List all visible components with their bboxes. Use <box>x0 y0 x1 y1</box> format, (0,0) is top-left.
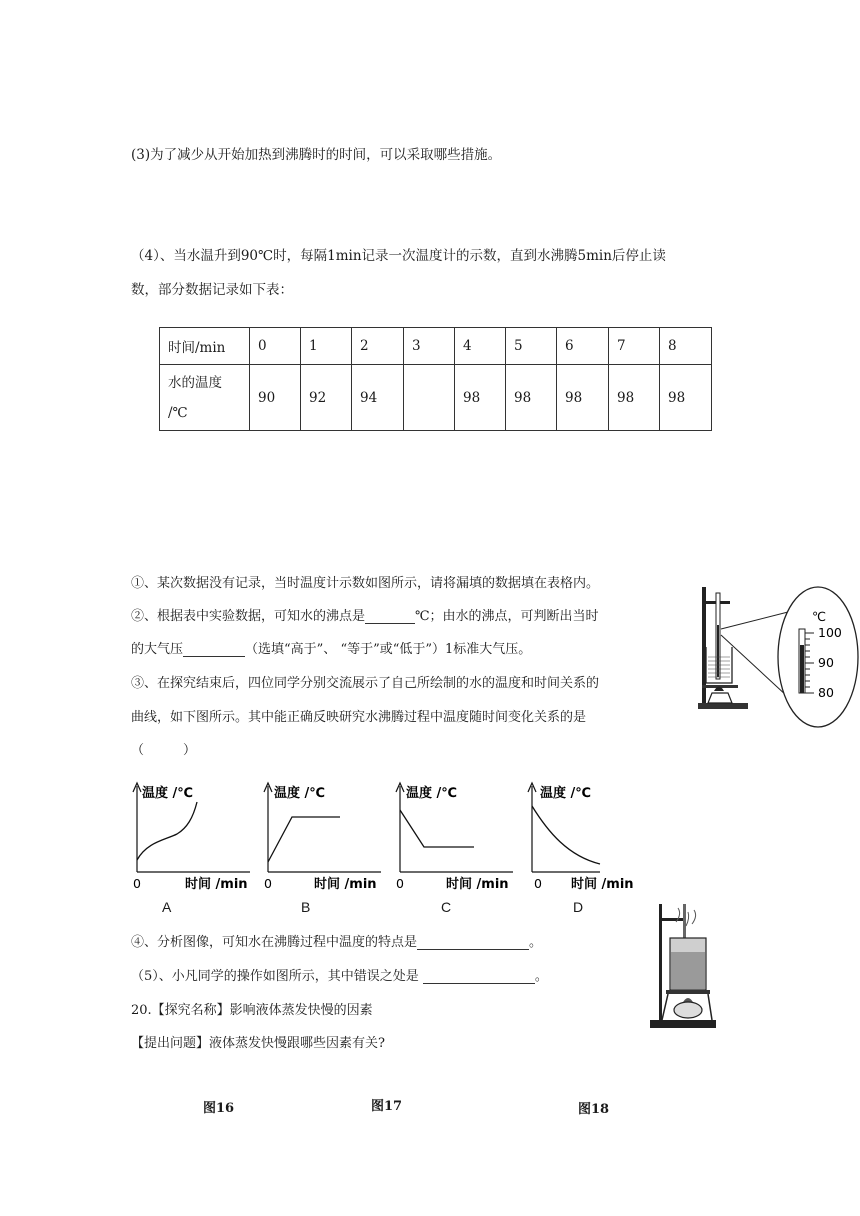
graph-x-label: 时间 /min <box>571 877 634 892</box>
table-cell: 0 <box>250 328 301 365</box>
table-cell: 4 <box>455 328 506 365</box>
item-2-text: ②、根据表中实验数据，可知水的沸点是 <box>131 609 366 624</box>
table-cell: 7 <box>609 328 660 365</box>
tripod-leg <box>708 994 712 1020</box>
thermometer-tick-label: 80 <box>818 685 834 700</box>
item-2-text-after: ℃；由水的沸点，可判断出当时 <box>415 609 599 624</box>
data-table <box>159 327 712 431</box>
pressure-blank[interactable] <box>183 643 245 657</box>
zoom-line-top <box>721 612 788 629</box>
table-cell: 8 <box>660 328 712 365</box>
table-cell: 2 <box>352 328 404 365</box>
question-4-line-1: （4）、当水温升到90℃时，每隔1min记录一次温度计的示数，直到水沸腾5min后停止读 <box>131 248 666 264</box>
thermometer-scale-liquid <box>800 645 804 693</box>
table-cell: 3 <box>404 328 455 365</box>
graph-a <box>125 780 253 892</box>
item-4-end: 。 <box>529 935 543 950</box>
thermometer-apparatus-figure <box>690 585 860 730</box>
table-cell: 92 <box>301 365 352 431</box>
temperature-header-line-2: /℃ <box>168 404 188 421</box>
graph-x-label: 时间 /min <box>314 877 377 892</box>
curve-c <box>400 810 474 847</box>
graph-y-label: 温度 /℃ <box>540 786 592 801</box>
graph-c <box>388 780 516 892</box>
water <box>671 952 705 989</box>
table-cell: 98 <box>455 365 506 431</box>
question-20-ask: 【提出问题】液体蒸发快慢跟哪些因素有关? <box>131 1036 385 1051</box>
clamp-arm <box>660 918 686 921</box>
figure-16-caption: 图16 <box>203 1101 235 1116</box>
temperature-header-line-1: 水的温度 <box>168 374 222 391</box>
graph-x-label: 时间 /min <box>446 877 509 892</box>
question-20-title: 20.【探究名称】影响液体蒸发快慢的因素 <box>131 1003 373 1018</box>
graph-y-label: 温度 /℃ <box>406 786 458 801</box>
stand-rod <box>659 904 662 1022</box>
thermometer-unit: ℃ <box>812 609 827 624</box>
table-cell: 98 <box>506 365 557 431</box>
table-cell: 6 <box>557 328 609 365</box>
figure-17-caption: 图17 <box>371 1099 403 1114</box>
option-a-label[interactable]: A <box>162 899 172 915</box>
question-3: (3)为了减少从开始加热到沸腾时的时间，可以采取哪些措施。 <box>131 147 502 163</box>
graph-d <box>520 780 648 892</box>
table-cell-missing[interactable] <box>404 365 455 431</box>
table-row-temperature <box>160 365 712 431</box>
alcohol-lamp <box>708 693 732 703</box>
item-3-line-1: ③、在探究结束后，四位同学分别交流展示了自己所绘制的水的温度和时间关系的 <box>131 676 600 691</box>
table-row-time <box>160 328 712 365</box>
table-cell: 98 <box>609 365 660 431</box>
curve-b <box>268 817 340 862</box>
boiling-apparatus-figure <box>648 900 720 1030</box>
option-d-label[interactable]: D <box>573 899 584 915</box>
tripod-leg <box>662 994 668 1020</box>
graph-origin: 0 <box>264 876 272 891</box>
graph-origin: 0 <box>133 876 141 891</box>
error-blank[interactable] <box>423 970 535 984</box>
item-2b-text: 的大气压 <box>131 642 184 657</box>
graph-y-label: 温度 /℃ <box>274 786 326 801</box>
item-3-answer-brackets[interactable]: （ ） <box>131 743 197 758</box>
table-cell: 98 <box>557 365 609 431</box>
table-cell: 94 <box>352 365 404 431</box>
table-cell: 5 <box>506 328 557 365</box>
item-2b-text-after: （选填“高于”、 “等于”或“低于”）1标准大气压。 <box>245 642 532 657</box>
item-1: ①、某次数据没有记录，当时温度计示数如图所示，请将漏填的数据填在表格内。 <box>131 576 600 591</box>
curve-a <box>137 802 197 860</box>
item-4 <box>131 936 542 950</box>
alcohol-lamp <box>674 1002 702 1018</box>
item-2-line-1 <box>131 610 599 624</box>
curve-d <box>532 806 600 864</box>
temperature-header-cell <box>160 365 250 431</box>
boiling-point-blank[interactable] <box>365 610 415 624</box>
item-5-end: 。 <box>534 969 548 984</box>
boiling-feature-blank[interactable] <box>417 936 529 950</box>
thermometer-tick-label: 100 <box>818 625 842 640</box>
item-2-line-2 <box>131 643 531 657</box>
figure-18-caption: 图18 <box>578 1102 610 1117</box>
table-cell: 98 <box>660 365 712 431</box>
item-3-line-2: 曲线，如下图所示。其中能正确反映研究水沸腾过程中温度随时间变化关系的是 <box>131 710 587 725</box>
graph-x-label: 时间 /min <box>185 877 248 892</box>
question-4-line-2: 数，部分数据记录如下表： <box>131 282 293 298</box>
graph-b <box>256 780 384 892</box>
option-b-label[interactable]: B <box>301 899 311 915</box>
time-header-cell: 时间/min <box>160 328 250 365</box>
graph-y-label: 温度 /℃ <box>142 786 194 801</box>
graph-origin: 0 <box>396 876 404 891</box>
option-c-label[interactable]: C <box>441 899 452 915</box>
stand-base <box>698 703 748 709</box>
table-cell: 1 <box>301 328 352 365</box>
thermometer-tick-label: 90 <box>818 655 834 670</box>
item-5-text: （5）、小凡同学的操作如图所示，其中错误之处是 <box>131 969 419 984</box>
graph-origin: 0 <box>534 876 542 891</box>
item-5 <box>131 970 548 984</box>
item-4-text: ④、分析图像，可知水在沸腾过程中温度的特点是 <box>131 935 418 950</box>
table-cell: 90 <box>250 365 301 431</box>
tripod-top <box>666 990 710 994</box>
